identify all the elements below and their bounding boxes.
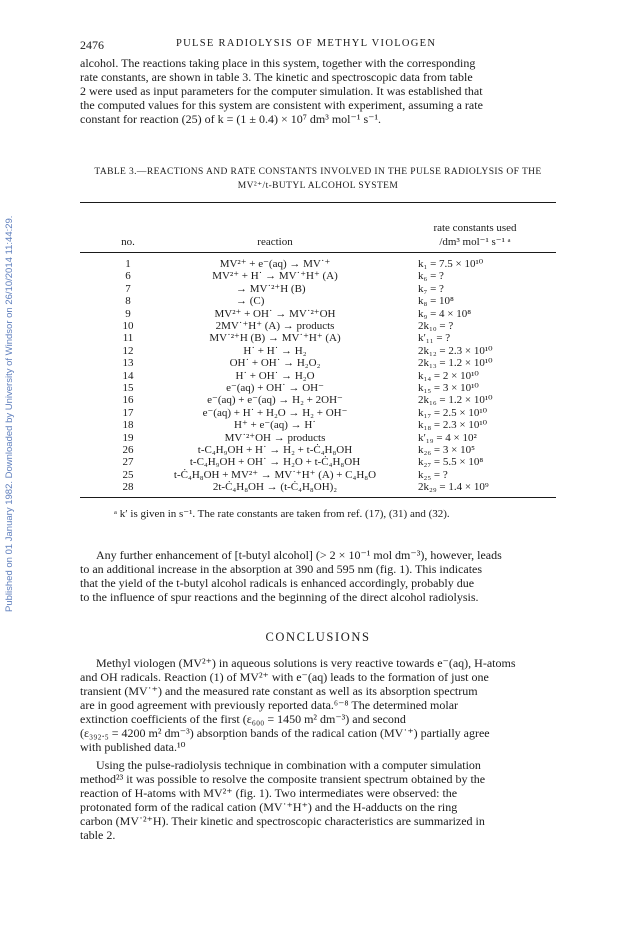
table-row-reaction: H˙ + H˙ → H₂ xyxy=(243,344,307,357)
table-header-rule xyxy=(80,252,556,253)
para3-line: transient (MV˙⁺) and the measured rate constant as well as its absorption spectrum xyxy=(80,684,478,698)
table-row-rate-constant: 2k₂₉ = 1.4 × 10⁹ xyxy=(418,481,489,494)
table-row-rate-constant: k₉ = 4 × 10⁸ xyxy=(418,307,472,320)
para4-line: table 2. xyxy=(80,828,116,842)
table-row-rate-constant: k₂₅ = ? xyxy=(418,468,448,481)
para2-line: to the influence of spur reactions and the beginning of the direct alcohol radiolysis. xyxy=(80,590,479,604)
table-row-reaction: → (C) xyxy=(236,295,265,308)
para4-line: method²³ it was possible to resolve the composite transient spectrum obtained by the xyxy=(80,772,486,786)
table-row-no: 7 xyxy=(125,282,131,295)
table-row-reaction: e⁻(aq) + OH˙ → OH⁻ xyxy=(226,382,324,394)
table-row-reaction: H˙ + OH˙ → H₂O xyxy=(235,369,315,382)
table-row-reaction: t-Ċ₄H₈OH + MV²⁺ → MV˙⁺H⁺ (A) + C₄H₈O xyxy=(173,468,377,481)
para3-line: (ε₃₉₂.₅ = 4200 m² dm⁻³) absorption bands of the radical cation (MV˙⁺) partially agree xyxy=(80,726,490,740)
table-row-rate-constant: 2k₁₆ = 1.2 × 10¹⁰ xyxy=(418,394,493,407)
table-row-rate-constant: k₂₇ = 5.5 × 10⁸ xyxy=(418,456,484,469)
table-row-rate-constant: k₁₇ = 2.5 × 10¹⁰ xyxy=(418,406,488,419)
table-row-reaction: MV²⁺ + e⁻(aq) → MV˙⁺ xyxy=(219,258,331,270)
running-title: PULSE RADIOLYSIS OF METHYL VIOLOGEN xyxy=(176,38,437,49)
table-row-reaction: 2MV˙⁺H⁺ (A) → products xyxy=(215,320,335,332)
table-row-rate-constant: k₂₆ = 3 × 10⁵ xyxy=(418,444,475,456)
table-row-no: 12 xyxy=(122,344,134,357)
table-row-no: 11 xyxy=(122,332,134,345)
table-row-no: 10 xyxy=(122,320,134,332)
intro-line: rate constants, are shown in table 3. The kinetic and spectroscopic data from table xyxy=(80,70,473,84)
table-row-no: 19 xyxy=(122,431,134,444)
table-row-no: 15 xyxy=(122,382,134,394)
table-row-no: 9 xyxy=(125,307,131,320)
table-row-reaction: MV˙²⁺OH → products xyxy=(224,431,326,444)
table-row-no: 17 xyxy=(122,406,134,419)
table-row-no: 13 xyxy=(122,357,134,370)
table-row-no: 27 xyxy=(122,456,134,469)
table-row-no: 26 xyxy=(122,444,134,456)
para3-line: with published data.¹⁰ xyxy=(80,740,186,754)
para4-line: Using the pulse-radiolysis technique in combination with a computer simulation xyxy=(96,758,481,772)
table-row-rate-constant: 2k₁₂ = 2.3 × 10¹⁰ xyxy=(418,344,493,357)
table-row-rate-constant: k₁₈ = 2.3 × 10¹⁰ xyxy=(418,419,488,432)
table-caption-line1: TABLE 3.—REACTIONS AND RATE CONSTANTS INVOLVED IN THE PULSE RADIOLYSIS OF THE xyxy=(94,167,542,177)
col-header-no: no. xyxy=(121,236,135,248)
table-footnote: ᵃ k′ is given in s⁻¹. The rate constants are taken from ref. (17), (31) and (32). xyxy=(114,508,450,520)
table-row-reaction: MV˙²⁺H (B) → MV˙⁺H⁺ (A) xyxy=(209,332,341,345)
table-row-rate-constant: k₈ = 10⁸ xyxy=(418,295,454,308)
table-row-rate-constant: k′₁₁ = ? xyxy=(418,332,451,345)
col-header-rate-line2: /dm³ mol⁻¹ s⁻¹ ᵃ xyxy=(439,236,511,248)
para4-line: carbon (MV˙²⁺H). Their kinetic and spectroscopic characteristics are summarized in xyxy=(80,814,485,828)
page-number: 2476 xyxy=(80,38,104,52)
table-row-reaction: e⁻(aq) + e⁻(aq) → H₂ + 2OH⁻ xyxy=(207,394,343,407)
watermark-text: Published on 01 January 1982. Downloaded by University of Windsor on 26/10/2014 11:44:29. xyxy=(4,215,15,612)
table-row-reaction: t-C₄H₉OH + H˙ → H₂ + t-Ċ₄H₈OH xyxy=(197,444,353,456)
table-row-rate-constant: k₁₅ = 3 × 10¹⁰ xyxy=(418,382,479,394)
table-row-no: 8 xyxy=(125,295,131,308)
table-top-rule xyxy=(80,202,556,203)
table-row-rate-constant: k₁₄ = 2 × 10¹⁰ xyxy=(418,369,479,382)
table-row-rate-constant: k₇ = ? xyxy=(418,282,444,295)
table-row-reaction: → MV˙²⁺H (B) xyxy=(236,282,306,295)
table-row-reaction: MV²⁺ + H˙ → MV˙⁺H⁺ (A) xyxy=(212,270,338,283)
table-row-no: 25 xyxy=(122,468,134,481)
table-row-reaction: t-C₄H₉OH + OH˙ → H₂O + t-Ċ₄H₈OH xyxy=(189,456,361,469)
table-row-no: 18 xyxy=(122,419,134,432)
para3-line: are in good agreement with previously reported data.⁶⁻⁸ The determined molar xyxy=(80,698,459,712)
table-row-no: 28 xyxy=(122,481,134,494)
table-row-no: 14 xyxy=(122,369,134,382)
table-row-reaction: e⁻(aq) + H˙ + H₂O → H₂ + OH⁻ xyxy=(202,406,348,419)
table-row-rate-constant: k₁ = 7.5 × 10¹⁰ xyxy=(418,258,484,270)
col-header-reaction: reaction xyxy=(257,236,293,248)
table-row-rate-constant: 2k₁₃ = 1.2 × 10¹⁰ xyxy=(418,357,493,370)
table-bottom-rule xyxy=(80,497,556,498)
table-row-reaction: OH˙ + OH˙ → H₂O₂ xyxy=(229,357,321,370)
intro-line: 2 were used as input parameters for the computer simulation. It was established that xyxy=(80,84,483,98)
table-row-no: 6 xyxy=(125,270,131,283)
table-row-reaction: H⁺ + e⁻(aq) → H˙ xyxy=(234,419,316,432)
para4-line: protonated form of the radical cation (MV˙⁺H⁺) and the H-adducts on the ring xyxy=(80,800,458,814)
para3-line: Methyl viologen (MV²⁺) in aqueous solutions is very reactive towards e⁻(aq), H-atoms xyxy=(96,656,516,670)
para4-line: reaction of H-atoms with MV²⁺ (fig. 1). Two intermediates were observed: the xyxy=(80,786,458,800)
table-row-rate-constant: 2k₁₀ = ? xyxy=(418,320,454,332)
intro-line: constant for reaction (25) of k = (1 ± 0.4) × 10⁷ dm³ mol⁻¹ s⁻¹. xyxy=(80,112,382,126)
para3-line: extinction coefficients of the first (ε₆₀₀ = 1450 m² dm⁻³) and second xyxy=(80,712,406,726)
intro-line: the computed values for this system are consistent with experiment, assuming a rate xyxy=(80,98,483,112)
conclusions-heading: CONCLUSIONS xyxy=(265,630,371,644)
table-row-no: 1 xyxy=(125,258,131,270)
table-row-rate-constant: k′₁₉ = 4 × 10² xyxy=(418,431,477,444)
para3-line: and OH radicals. Reaction (1) of MV²⁺ with e⁻(aq) leads to the formation of just one xyxy=(80,670,489,684)
table-row-reaction: 2t-Ċ₄H₈OH → (t-Ċ₄H₈OH)₂ xyxy=(212,481,338,494)
table-row-rate-constant: k₆ = ? xyxy=(418,270,444,283)
intro-line: alcohol. The reactions taking place in this system, together with the corresponding xyxy=(80,56,476,70)
para2-line: Any further enhancement of [t-butyl alcohol] (> 2 × 10⁻¹ mol dm⁻³), however, leads xyxy=(96,548,502,562)
para2-line: to an additional increase in the absorption at 390 and 595 nm (fig. 1). This indicates xyxy=(80,562,483,576)
table-row-no: 16 xyxy=(122,394,134,407)
table-row-reaction: MV²⁺ + OH˙ → MV˙²⁺OH xyxy=(214,307,336,320)
table-caption-line2: MV²⁺/t-BUTYL ALCOHOL SYSTEM xyxy=(237,181,399,191)
para2-line: that the yield of the t-butyl alcohol radicals is enhanced accordingly, probably due xyxy=(80,576,475,590)
col-header-rate-line1: rate constants used xyxy=(433,222,517,234)
